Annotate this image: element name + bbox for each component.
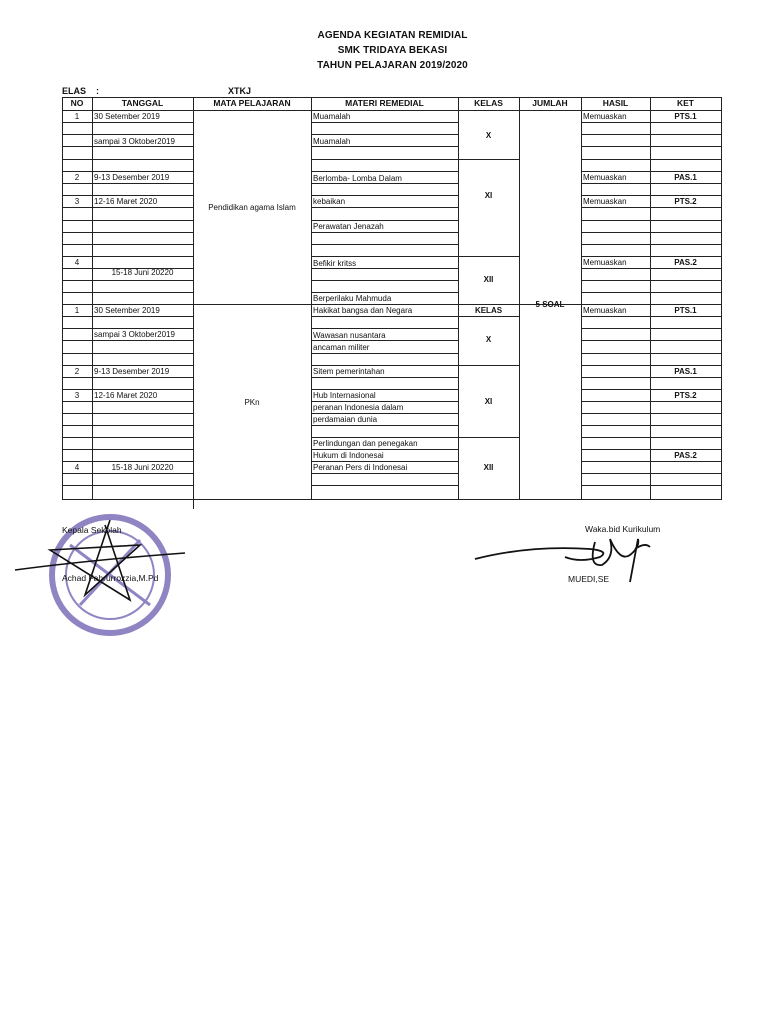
row-line — [62, 425, 92, 426]
row-line — [92, 437, 193, 438]
row-line — [92, 461, 193, 462]
row-line — [62, 134, 92, 135]
row-line — [62, 268, 92, 269]
row-line — [62, 244, 92, 245]
row-line — [92, 256, 193, 257]
pai-kelas-x: X — [485, 131, 492, 140]
row-line — [311, 328, 458, 329]
title-line-2: SMK TRIDAYA BEKASI — [337, 45, 448, 56]
row-line — [311, 353, 458, 354]
pai-ket-2: PAS.1 — [674, 173, 697, 182]
row-line — [458, 159, 519, 160]
row-line — [581, 365, 650, 366]
pkn-no-1: 1 — [74, 306, 80, 315]
pai-date-4: 15-18 Juni 20220 — [111, 268, 174, 277]
pai-ket-1: PTS.1 — [674, 112, 697, 121]
row-line — [92, 389, 193, 390]
pai-materi-2: Muamalah — [313, 137, 351, 146]
pkn-ket-3: PTS.2 — [674, 391, 697, 400]
row-line — [92, 183, 193, 184]
row-line — [311, 195, 458, 196]
row-line — [62, 449, 92, 450]
pai-no-1: 1 — [74, 112, 80, 121]
kelas-label: ELAS — [62, 86, 87, 96]
left-signature-name: Achad Fahrurrozzia,M.Pd — [62, 573, 159, 583]
row-line — [581, 292, 650, 293]
pkn-subject: PKn — [244, 398, 260, 407]
pkn-ket-1: PTS.1 — [674, 306, 697, 315]
header-ket: KET — [677, 98, 694, 108]
row-line — [92, 134, 193, 135]
row-line — [650, 244, 721, 245]
row-line — [62, 437, 92, 438]
row-line — [92, 195, 193, 196]
row-line — [458, 437, 519, 438]
row-line — [92, 449, 193, 450]
pai-hasil-4: Memuaskan — [583, 258, 627, 267]
pkn-ket-4: PAS.2 — [674, 451, 697, 460]
header-jumlah: JUMLAH — [532, 98, 568, 108]
pai-no-2: 2 — [74, 173, 80, 182]
pkn-no-4: 4 — [74, 463, 80, 472]
right-signature-name: MUEDI,SE — [568, 574, 610, 584]
kelas-value: XTKJ — [228, 86, 252, 96]
row-line — [62, 280, 92, 281]
row-line — [581, 389, 650, 390]
row-line — [581, 425, 650, 426]
row-line — [581, 328, 650, 329]
pai-materi-5: Perawatan Jenazah — [313, 222, 384, 231]
pkn-materi-9: Hukum di Indonesai — [313, 451, 384, 460]
row-line — [581, 159, 650, 160]
row-line — [458, 365, 519, 366]
pkn-materi-2: Wawasan nusantara — [313, 331, 386, 340]
row-line — [311, 280, 458, 281]
row-line — [581, 268, 650, 269]
row-line — [311, 232, 458, 233]
pkn-date-1b: sampai 3 Oktober2019 — [94, 330, 175, 339]
row-line — [62, 413, 92, 414]
row-line — [581, 232, 650, 233]
pkn-materi-1: Hakikat bangsa dan Negara — [313, 306, 413, 315]
title-line-3: TAHUN PELAJARAN 2019/2020 — [317, 60, 468, 71]
row-line — [92, 171, 193, 172]
row-line — [581, 353, 650, 354]
pai-no-3: 3 — [74, 197, 80, 206]
col-line-6 — [581, 97, 582, 499]
pai-kelas-xii: XII — [483, 275, 494, 284]
row-line — [92, 353, 193, 354]
row-line — [92, 413, 193, 414]
row-line — [581, 256, 650, 257]
row-line — [650, 316, 721, 317]
row-line — [311, 449, 458, 450]
header-mata-pelajaran: MATA PELAJARAN — [213, 98, 291, 108]
pkn-ket-2: PAS.1 — [674, 367, 697, 376]
row-line — [92, 159, 193, 160]
row-line — [62, 292, 92, 293]
row-line — [581, 171, 650, 172]
row-line — [311, 437, 458, 438]
pkn-date-2: 9-13 Desember 2019 — [94, 367, 170, 376]
pai-hasil-1: Memuaskan — [583, 112, 627, 121]
pai-subject: Pendidikan agama Islam — [208, 203, 296, 212]
row-line — [581, 220, 650, 221]
header-materi-remedial: MATERI REMEDIAL — [345, 98, 424, 108]
row-line — [650, 207, 721, 208]
row-line — [650, 365, 721, 366]
row-line — [311, 171, 458, 172]
pkn-date-4: 15-18 Juni 20220 — [111, 463, 174, 472]
pai-no-4: 4 — [74, 258, 80, 267]
col-line-2 — [193, 97, 194, 499]
row-line — [650, 340, 721, 341]
row-line — [650, 353, 721, 354]
col-line-5 — [519, 97, 520, 499]
row-line — [650, 220, 721, 221]
row-line — [311, 377, 458, 378]
row-line — [581, 449, 650, 450]
row-line — [92, 316, 193, 317]
row-line — [581, 195, 650, 196]
row-line — [650, 146, 721, 147]
row-line — [650, 292, 721, 293]
remedial-table — [62, 97, 722, 499]
pkn-materi-6: peranan Indonesia dalam — [313, 403, 404, 412]
row-line — [62, 401, 92, 402]
row-line — [650, 437, 721, 438]
pkn-hasil-1: Memuaskan — [583, 306, 627, 315]
row-line — [581, 485, 650, 486]
row-line — [650, 461, 721, 462]
right-signature-title: Waka.bid Kurikulum — [585, 524, 661, 534]
row-line — [62, 146, 92, 147]
row-line — [62, 159, 92, 160]
row-line — [311, 220, 458, 221]
pkn-materi-8: Perlindungan dan penegakan — [313, 439, 418, 448]
col-line-0 — [62, 97, 63, 499]
row-line — [62, 122, 92, 123]
pkn-kelas-xi: XI — [484, 397, 493, 406]
row-line — [650, 256, 721, 257]
header-hasil: HASIL — [602, 98, 629, 108]
row-line — [581, 134, 650, 135]
row-line — [581, 122, 650, 123]
col-line-1 — [92, 97, 93, 499]
subject-divider — [62, 304, 722, 305]
row-line — [92, 485, 193, 486]
row-line — [650, 425, 721, 426]
row-line — [581, 244, 650, 245]
row-line — [581, 461, 650, 462]
row-line — [62, 220, 92, 221]
pai-date-1b: sampai 3 Oktober2019 — [94, 137, 175, 146]
jumlah-value: 5 SOAL — [535, 300, 565, 309]
row-line — [92, 365, 193, 366]
pai-hasil-2: Memuaskan — [583, 173, 627, 182]
pkn-date-3: 12-16 Maret 2020 — [94, 391, 158, 400]
row-line — [650, 171, 721, 172]
row-line — [650, 449, 721, 450]
pai-hasil-3: Memuaskan — [583, 197, 627, 206]
row-line — [311, 292, 458, 293]
row-line — [581, 413, 650, 414]
row-line — [92, 473, 193, 474]
pai-materi-1: Muamalah — [313, 112, 351, 121]
header-tanggal: TANGGAL — [121, 98, 164, 108]
table-bottom-border — [62, 499, 722, 500]
row-line — [650, 413, 721, 414]
row-line — [62, 328, 92, 329]
row-line — [92, 377, 193, 378]
row-line — [581, 146, 650, 147]
row-line — [311, 256, 458, 257]
pkn-no-2: 2 — [74, 367, 80, 376]
row-line — [650, 268, 721, 269]
row-line — [62, 256, 92, 257]
title-line-1: AGENDA KEGIATAN REMIDIAL — [317, 30, 468, 41]
row-line — [92, 340, 193, 341]
row-line — [62, 340, 92, 341]
row-line — [650, 159, 721, 160]
header-kelas: KELAS — [474, 98, 503, 108]
row-line — [311, 122, 458, 123]
pkn-materi-5: Hub Internasional — [313, 391, 376, 400]
row-line — [62, 232, 92, 233]
row-line — [458, 256, 519, 257]
row-line — [581, 280, 650, 281]
row-line — [581, 401, 650, 402]
row-line — [581, 316, 650, 317]
row-line — [581, 473, 650, 474]
pkn-no-3: 3 — [74, 391, 80, 400]
pai-materi-4: kebaikan — [313, 197, 346, 206]
row-line — [62, 195, 92, 196]
pkn-materi-3: ancaman militer — [313, 343, 370, 352]
row-line — [62, 473, 92, 474]
row-line — [92, 401, 193, 402]
row-line — [62, 316, 92, 317]
row-line — [62, 171, 92, 172]
row-line — [92, 207, 193, 208]
row-line — [581, 340, 650, 341]
row-line — [311, 244, 458, 245]
row-line — [311, 365, 458, 366]
row-line — [62, 461, 92, 462]
row-line — [311, 316, 458, 317]
row-line — [458, 316, 519, 317]
row-line — [311, 473, 458, 474]
row-line — [650, 134, 721, 135]
row-line — [311, 134, 458, 135]
row-line — [650, 485, 721, 486]
row-line — [650, 328, 721, 329]
row-line — [62, 377, 92, 378]
col-line-8 — [721, 97, 722, 499]
col-line-4 — [458, 97, 459, 499]
row-line — [650, 389, 721, 390]
row-line — [92, 425, 193, 426]
header-no: NO — [70, 98, 84, 108]
row-line — [92, 220, 193, 221]
row-line — [92, 280, 193, 281]
row-line — [92, 232, 193, 233]
row-line — [92, 328, 193, 329]
row-line — [581, 377, 650, 378]
header-divider — [62, 110, 722, 111]
row-line — [311, 413, 458, 414]
row-line — [92, 292, 193, 293]
col-line-3 — [311, 97, 312, 499]
kelas-colon: : — [96, 86, 99, 96]
row-line — [311, 389, 458, 390]
pai-date-3: 12-16 Maret 2020 — [94, 197, 158, 206]
row-line — [650, 280, 721, 281]
row-line — [62, 485, 92, 486]
row-line — [650, 195, 721, 196]
row-line — [62, 365, 92, 366]
row-line — [62, 389, 92, 390]
pai-kelas-xi: XI — [484, 191, 493, 200]
pkn-materi-4: Sitem pemerintahan — [313, 367, 385, 376]
row-line — [650, 183, 721, 184]
pai-materi-7: Berperilaku Mahmuda — [313, 294, 392, 303]
row-line — [650, 473, 721, 474]
row-line — [311, 461, 458, 462]
row-line — [62, 183, 92, 184]
row-line — [311, 425, 458, 426]
pkn-date-1: 30 Setember 2019 — [94, 306, 160, 315]
pkn-kelas-x: X — [485, 335, 492, 344]
pkn-materi-10: Peranan Pers di Indonesai — [313, 463, 408, 472]
pkn-kelas-xii: XII — [483, 463, 494, 472]
col-line-7 — [650, 97, 651, 499]
row-line — [311, 401, 458, 402]
row-line — [311, 159, 458, 160]
pai-materi-6: Befikir kritss — [313, 259, 357, 268]
pai-materi-3: Berlomba- Lomba Dalam — [313, 174, 402, 183]
pai-date-1: 30 Setember 2019 — [94, 112, 160, 121]
row-line — [581, 183, 650, 184]
row-line — [581, 437, 650, 438]
row-line — [650, 122, 721, 123]
row-line — [92, 122, 193, 123]
row-line — [92, 244, 193, 245]
row-line — [650, 401, 721, 402]
row-line — [650, 232, 721, 233]
row-line — [581, 207, 650, 208]
row-line — [311, 485, 458, 486]
left-signature-title: Kepala Sekolah — [62, 525, 122, 535]
row-line — [62, 353, 92, 354]
row-line — [650, 377, 721, 378]
row-line — [311, 207, 458, 208]
pkn-materi-7: perdamaian dunia — [313, 415, 378, 424]
row-line — [62, 207, 92, 208]
pai-date-2: 9-13 Desember 2019 — [94, 173, 170, 182]
pkn-kelas-header: KELAS — [474, 306, 503, 315]
pai-ket-3: PTS.2 — [674, 197, 697, 206]
pai-ket-4: PAS.2 — [674, 258, 697, 267]
